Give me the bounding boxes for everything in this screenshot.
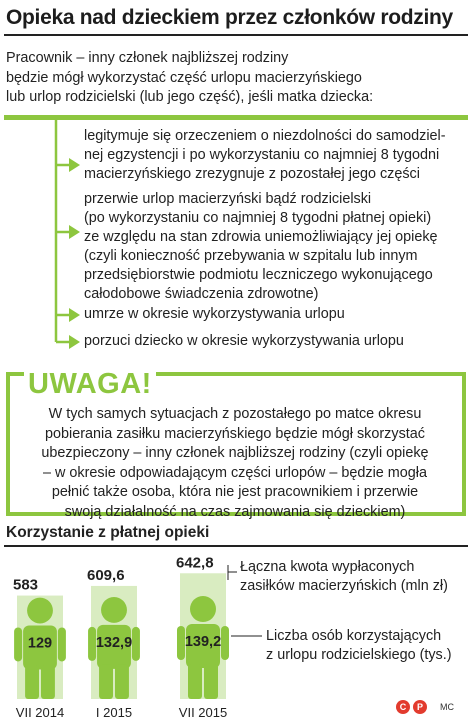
uwaga-title: UWAGA! [24,369,156,399]
page-title: Opieka nad dzieckiem przez członków rodziny [6,6,453,29]
person-arm [221,626,229,660]
intro-line: będzie mógł wykorzystać część urlopu macierzyńskiego [6,69,362,86]
person-leg [25,665,39,699]
legend-persons-line: Liczba osób korzystających [266,628,442,644]
uwaga-line: W tych samych sytuacjach z pozostałego po matce okresu [48,406,422,422]
persons-value-label: 132,9 [95,634,133,651]
logo-p-icon: P [413,700,427,714]
person-arm [14,627,22,661]
uwaga-line: ubezpieczony – inny członek najbliższej rodziny (czyli opiekę [41,445,429,462]
condition-line: przedsiębiorstwie podmiotu leczniczego wykonującego [84,267,433,283]
uwaga-line: pobierania zasiłku macierzyńskiego będzie mógł skorzystać [45,425,425,442]
legend-total-line: zasiłków macierzyńskich (mln zł) [240,578,448,594]
condition-line: ze względu na stan zdrowia uniemożliwiający jej opiekę [84,229,438,245]
legend-total-line: Łączna kwota wypłaconych [240,559,415,575]
person-arm [132,627,140,661]
intro-line: lub urlop rodzicielski (lub jego część), jeśli matka dziecka: [6,89,374,105]
condition-line: (czyli konieczność przebywania w szpitalu lub innym [84,248,418,264]
persons-value-label: 139,2 [184,634,222,650]
person-head [27,598,53,624]
person-leg [188,664,202,699]
uwaga-line: swoją działalność na czas zajmowania się dzieckiem) [64,503,406,520]
intro-line: Pracownik – inny członek najbliższej rodziny [6,50,289,66]
person-head [101,597,127,623]
condition-line: przerwie urlop macierzyński bądź rodzicielski [84,191,372,207]
uwaga-line: pełnić także osoba, która nie jest pracownikiem i przerwie [51,484,419,501]
logo-c-icon: C [396,700,410,714]
total-value-label: 609,6 [87,566,125,584]
person-head [190,596,216,622]
persons-value-label: 129 [27,635,53,652]
uwaga-line: – w okresie odpowiadającym części urlopów – będzie mogła [43,464,427,481]
period-label: I 2015 [95,705,133,720]
total-value-label: 642,8 [176,554,214,572]
chart-title: Korzystanie z płatnej opieki [6,524,210,541]
publisher-logo [396,700,427,714]
author-credit: MC [440,702,454,712]
total-value-label: 583 [13,576,39,594]
condition-line: umrze w okresie wykorzystywania urlopu [84,306,345,322]
period-label: VII 2015 [178,705,228,720]
condition-line: legitymuje się orzeczeniem o niezdolności do samodziel- [84,128,446,144]
person-arm [177,626,185,660]
condition-line: porzuci dziecko w okresie wykorzystywania urlopu [84,333,404,349]
condition-line: nej egzystencji i po wykorzystaniu co najmniej 8 tygodni [84,147,440,163]
person-leg [41,665,55,699]
legend-total [240,558,448,596]
legend-persons [266,627,452,665]
legend-persons-line: z urlopu rodzicielskiego (tys.) [266,647,452,663]
condition-line: (po wykorzystaniu co najmniej 8 tygodni płatnej opieki) [84,210,432,226]
person-leg [204,664,218,699]
person-leg [99,665,113,699]
condition-line: całodobowe świadczenia zdrowotne) [84,286,319,302]
person-leg [115,665,129,699]
person-arm [58,627,66,661]
period-label: VII 2014 [15,705,65,720]
condition-line: macierzyńskiego zrezygnuje z pozostałej jego części [84,166,420,182]
